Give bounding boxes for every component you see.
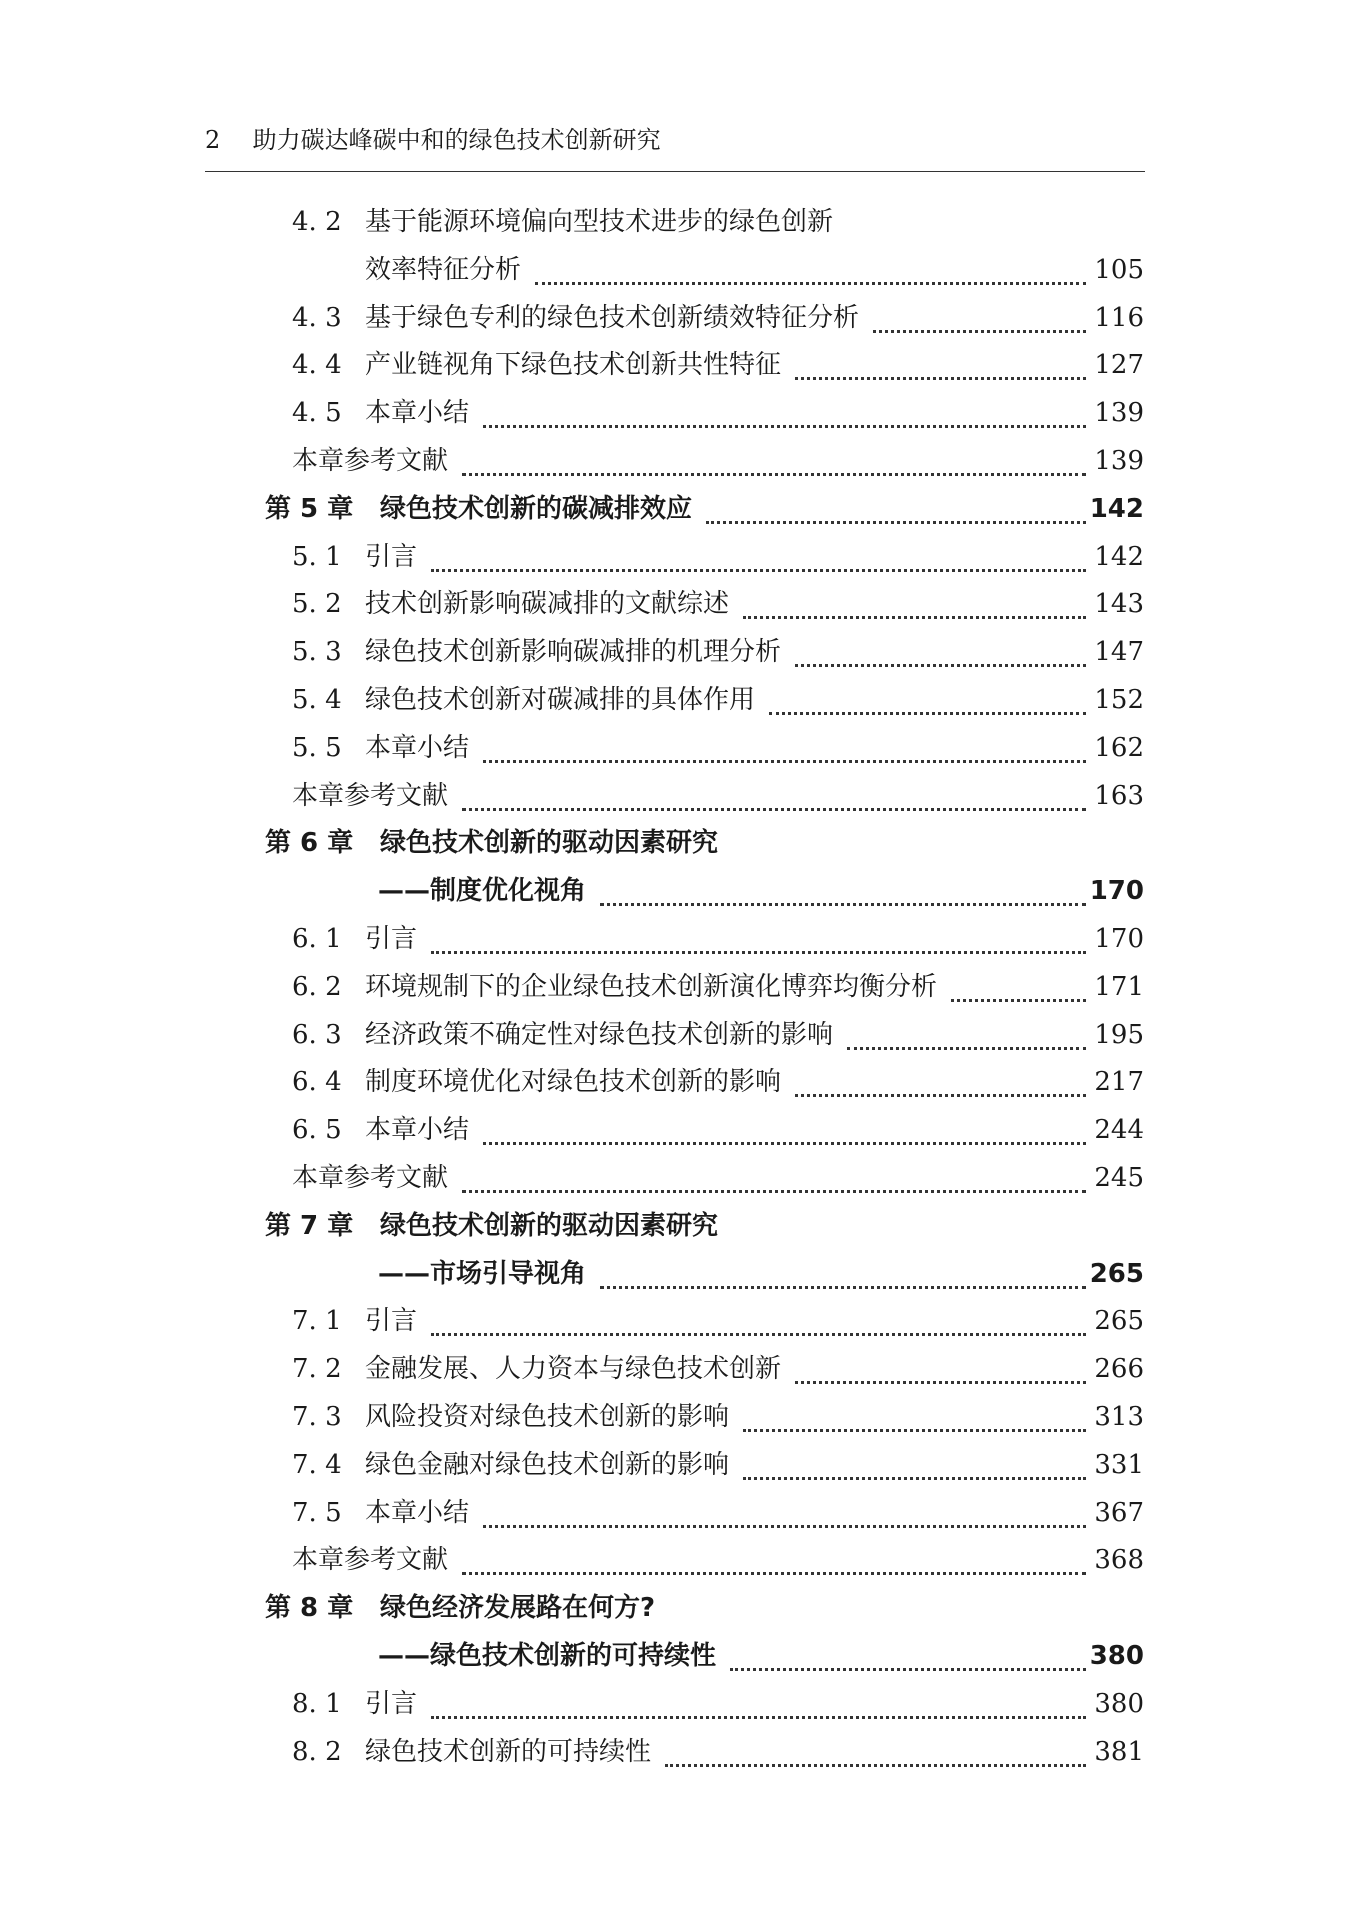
toc-title: 绿色技术创新影响碳减排的机理分析 (365, 637, 782, 668)
toc-title: 本章小结 (365, 1115, 470, 1146)
toc-title: 技术创新影响碳减排的文献综述 (365, 589, 730, 620)
toc-title: 绿色技术创新的驱动因素研究 (380, 828, 719, 859)
dot-leader (706, 515, 1086, 524)
dot-leader (600, 1280, 1086, 1289)
dot-leader (795, 1375, 1086, 1384)
toc-title: 本章参考文献 (292, 1545, 449, 1576)
toc-entry[interactable] (0, 437, 1346, 485)
toc-entry[interactable] (0, 1489, 1346, 1537)
toc-entry[interactable] (0, 724, 1346, 772)
toc-number: 8. 1 (292, 1688, 342, 1719)
toc-page-number: 142 (1094, 541, 1144, 572)
toc-page-number: 313 (1094, 1402, 1144, 1432)
dot-leader (847, 1041, 1086, 1050)
toc-page-number: 152 (1094, 685, 1144, 715)
toc-page-number: 163 (1094, 780, 1144, 811)
toc-title: 风险投资对绿色技术创新的影响 (365, 1402, 730, 1432)
dot-leader (743, 1471, 1086, 1480)
toc-page-number: 127 (1094, 350, 1144, 381)
toc-title: 本章参考文献 (292, 780, 449, 811)
toc-number: 7. 3 (292, 1402, 342, 1432)
toc-number: 6. 3 (292, 1019, 342, 1050)
toc-entry[interactable] (0, 246, 1346, 294)
toc-page-number: 244 (1094, 1115, 1144, 1146)
toc-number: 5. 5 (292, 732, 342, 763)
dot-leader (462, 1566, 1086, 1575)
toc-title: 基于绿色专利的绿色技术创新绩效特征分析 (365, 302, 860, 333)
toc-number: 4. 3 (292, 302, 342, 333)
toc-title: 本章小结 (365, 1497, 470, 1528)
dot-leader (795, 371, 1086, 380)
toc-chapter-row[interactable] (0, 485, 1346, 533)
dot-leader (951, 993, 1086, 1002)
toc-entry[interactable] (0, 341, 1346, 389)
toc-page-number: 170 (1089, 876, 1144, 907)
toc-entry[interactable] (0, 1106, 1346, 1154)
toc-entry[interactable] (0, 1297, 1346, 1345)
toc-page-number: 116 (1094, 302, 1144, 333)
dot-leader (743, 610, 1086, 619)
dot-leader (462, 802, 1086, 811)
toc-entry[interactable] (0, 1393, 1346, 1441)
dot-leader (665, 1758, 1086, 1767)
toc-number: 5. 2 (292, 589, 342, 620)
toc-page-number: 380 (1089, 1641, 1144, 1671)
toc-chapter-row[interactable] (0, 1584, 1346, 1632)
dot-leader (483, 754, 1086, 763)
toc-entry[interactable] (0, 1632, 1346, 1680)
dot-leader (431, 563, 1086, 572)
toc-title: ——绿色技术创新的可持续性 (378, 1641, 717, 1671)
toc-page-number: 367 (1094, 1497, 1144, 1528)
toc-title: 绿色技术创新的可持续性 (365, 1736, 652, 1767)
toc-page-number: 162 (1094, 732, 1144, 763)
toc-entry[interactable] (0, 1345, 1346, 1393)
toc-title: 本章小结 (365, 732, 470, 763)
toc-title: 基于能源环境偏向型技术进步的绿色创新 (365, 207, 834, 237)
toc-number: 7. 5 (292, 1497, 342, 1528)
toc-number: 5. 1 (292, 541, 342, 572)
toc-title: ——市场引导视角 (378, 1258, 587, 1289)
dot-leader (431, 1710, 1086, 1719)
dot-leader (795, 1088, 1086, 1097)
toc-page-number: 142 (1089, 493, 1144, 524)
toc-title: 经济政策不确定性对绿色技术创新的影响 (365, 1019, 834, 1050)
dot-leader (730, 1662, 1086, 1671)
toc-title: 绿色金融对绿色技术创新的影响 (365, 1449, 730, 1480)
toc-entry[interactable] (0, 389, 1346, 437)
toc-title: ——制度优化视角 (378, 876, 587, 907)
toc-page-number: 147 (1094, 637, 1144, 668)
toc-page-number: 139 (1094, 446, 1144, 476)
toc-number: 4. 4 (292, 350, 342, 381)
toc-title: 制度环境优化对绿色技术创新的影响 (365, 1067, 782, 1098)
dot-leader (483, 1136, 1086, 1145)
toc-number: 第 7 章 (265, 1210, 354, 1241)
dot-leader (743, 1423, 1086, 1432)
toc-entry[interactable] (0, 963, 1346, 1011)
toc-entry[interactable] (0, 1441, 1346, 1489)
toc-entry[interactable] (0, 1058, 1346, 1106)
toc-entry[interactable] (0, 1250, 1346, 1298)
dot-leader (483, 1519, 1086, 1528)
toc-number: 7. 1 (292, 1306, 342, 1337)
toc-entry[interactable] (0, 772, 1346, 820)
toc-number: 6. 1 (292, 924, 342, 954)
toc-title: 金融发展、人力资本与绿色技术创新 (365, 1354, 782, 1385)
toc-number: 第 5 章 (265, 493, 354, 524)
toc-entry[interactable] (0, 915, 1346, 963)
toc-title: 引言 (365, 1688, 418, 1719)
toc-number: 8. 2 (292, 1736, 342, 1767)
toc-page-number: 265 (1094, 1306, 1144, 1337)
dot-leader (483, 419, 1086, 428)
toc-title: 引言 (365, 1306, 418, 1337)
toc-page-number: 171 (1094, 971, 1144, 1002)
toc-title: 本章小结 (365, 398, 470, 429)
toc-page-number: 143 (1094, 589, 1144, 620)
dot-leader (600, 897, 1086, 906)
toc-page-number: 381 (1094, 1736, 1144, 1767)
toc-title: 引言 (365, 924, 418, 954)
toc-number: 7. 2 (292, 1354, 342, 1385)
header-rule (205, 171, 1145, 172)
toc-page-number: 265 (1089, 1258, 1144, 1289)
toc-entry[interactable] (0, 628, 1346, 676)
dot-leader (535, 276, 1086, 285)
toc-entry[interactable] (0, 1680, 1346, 1728)
toc-entry[interactable] (0, 580, 1346, 628)
running-header (205, 124, 1145, 156)
toc-page-number: 105 (1094, 254, 1144, 285)
toc-entry[interactable] (0, 533, 1346, 581)
toc-entry[interactable] (0, 1011, 1346, 1059)
toc-page-number: 368 (1094, 1545, 1144, 1576)
toc-number: 第 6 章 (265, 828, 354, 859)
toc-number: 4. 5 (292, 398, 342, 429)
toc-number: 7. 4 (292, 1449, 342, 1480)
toc-title: 引言 (365, 541, 418, 572)
toc-title: 绿色技术创新的驱动因素研究 (380, 1210, 719, 1241)
toc-number: 6. 5 (292, 1115, 342, 1146)
toc-number: 5. 4 (292, 685, 342, 715)
toc-entry[interactable] (0, 676, 1346, 724)
toc-entry[interactable] (0, 1728, 1346, 1776)
page-number: 2 (205, 126, 221, 154)
toc-entry[interactable] (0, 294, 1346, 342)
toc-page-number: 266 (1094, 1354, 1144, 1385)
toc-page-number: 217 (1094, 1067, 1144, 1098)
book-title: 助力碳达峰碳中和的绿色技术创新研究 (252, 126, 661, 154)
dot-leader (795, 658, 1086, 667)
toc-page-number: 139 (1094, 398, 1144, 429)
dot-leader (462, 467, 1086, 476)
toc-chapter-row[interactable] (0, 819, 1346, 867)
dot-leader (431, 945, 1086, 954)
toc-entry[interactable] (0, 198, 1346, 246)
toc-page-number: 195 (1094, 1019, 1144, 1050)
toc-number: 第 8 章 (265, 1593, 354, 1624)
toc-number: 6. 2 (292, 971, 342, 1002)
toc-page-number: 331 (1094, 1449, 1144, 1480)
toc-entry[interactable] (0, 1536, 1346, 1584)
toc-page-number: 170 (1094, 924, 1144, 954)
toc-title: 产业链视角下绿色技术创新共性特征 (365, 350, 782, 381)
toc-number: 5. 3 (292, 637, 342, 668)
toc-title: 环境规制下的企业绿色技术创新演化博弈均衡分析 (365, 971, 938, 1002)
toc-title: 绿色经济发展路在何方? (380, 1593, 656, 1624)
dot-leader (769, 706, 1086, 715)
toc-number: 6. 4 (292, 1067, 342, 1098)
toc-entry[interactable] (0, 867, 1346, 915)
toc-title: 本章参考文献 (292, 446, 449, 476)
dot-leader (873, 324, 1086, 333)
toc-number: 4. 2 (292, 207, 342, 237)
toc-title: 绿色技术创新的碳减排效应 (380, 493, 693, 524)
toc-chapter-row[interactable] (0, 1202, 1346, 1250)
toc-page-number: 380 (1094, 1688, 1144, 1719)
toc-title: 本章参考文献 (292, 1163, 449, 1193)
dot-leader (462, 1184, 1086, 1193)
toc-page-number: 245 (1094, 1163, 1144, 1193)
dot-leader (431, 1327, 1086, 1336)
toc-title: 绿色技术创新对碳减排的具体作用 (365, 685, 756, 715)
toc-title: 效率特征分析 (365, 254, 522, 285)
toc-entry[interactable] (0, 1154, 1346, 1202)
